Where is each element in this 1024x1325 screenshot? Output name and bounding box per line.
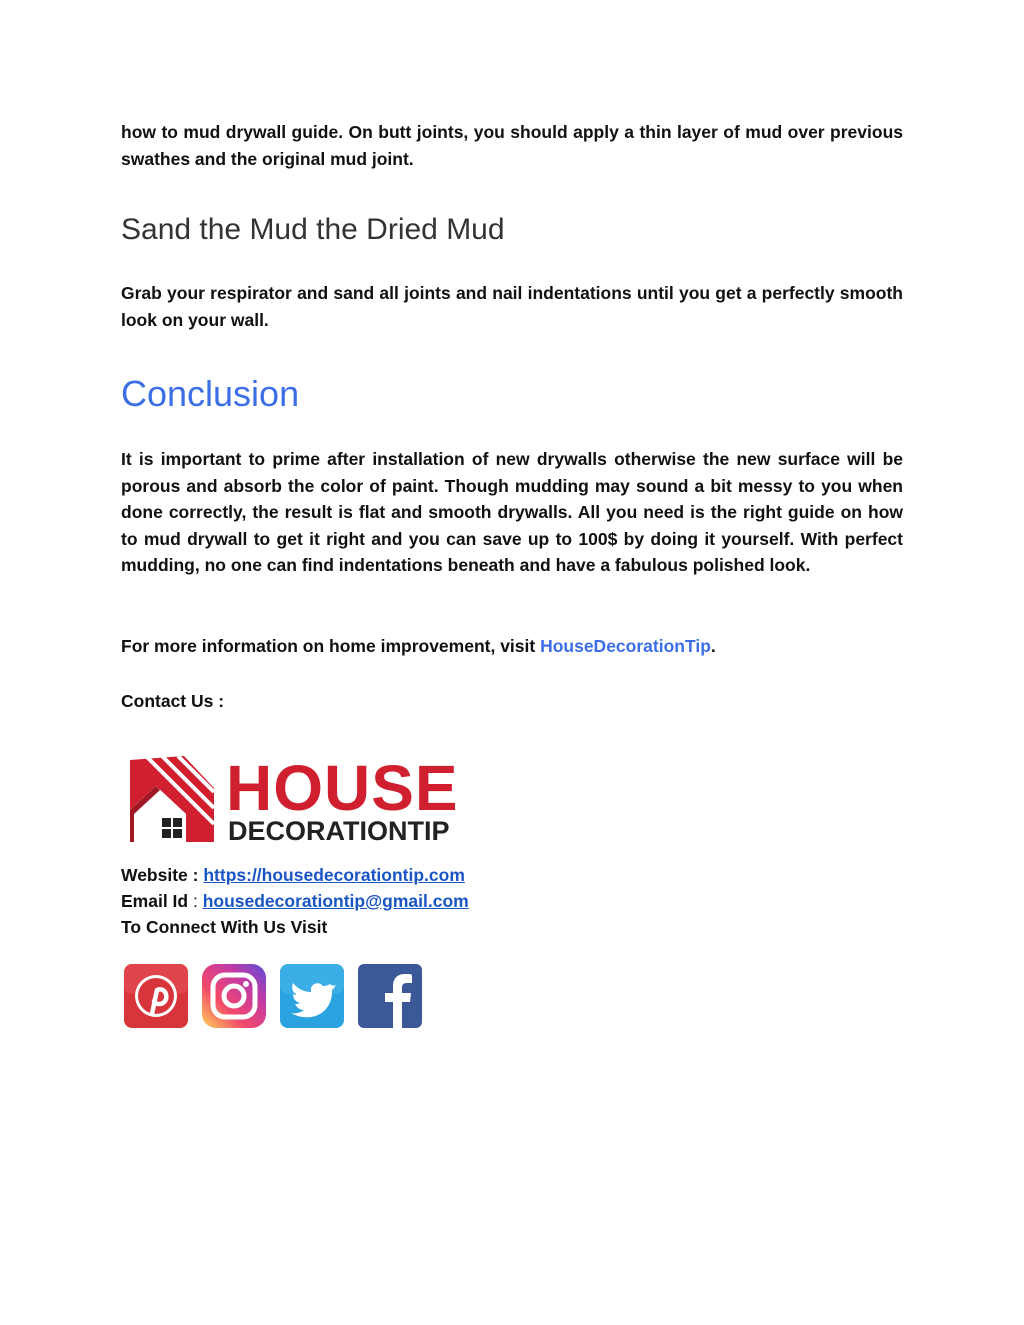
more-info-prefix: For more information on home improvement, visit <box>121 636 541 656</box>
house-decorationtip-logo <box>126 752 496 846</box>
conclusion-paragraph: It is important to prime after installation of new drywalls otherwise the new surface will be porous and absorb the color of paint. Though mudding may sound a bit messy to you when done correctly, the result is flat and smooth drywalls. All you need is the right guide on how to mud drywall to get it right and you can save up to 100$ by doing it yourself. With perfect mudding, no one can find indentations beneath and have a fabulous polished look. <box>121 449 903 575</box>
email-label: Email Id <box>121 891 189 911</box>
more-info-suffix: . <box>710 636 716 656</box>
website-link[interactable]: https://housedecorationtip.com <box>203 865 465 885</box>
logo-decorationtip-text: DECORATIONTIP <box>228 816 450 846</box>
email-line <box>121 891 469 912</box>
intro-paragraph: how to mud drywall guide. On butt joints, you should apply a thin layer of mud over previous swathes and the original mud joint. <box>121 122 903 169</box>
website-line <box>121 865 465 886</box>
instagram-icon[interactable] <box>200 962 268 1030</box>
facebook-icon[interactable] <box>355 962 423 1030</box>
logo-house-text: HOUSE <box>226 752 459 824</box>
sand-paragraph: Grab your respirator and sand all joints and nail indentations until you get a perfectly smooth look on your wall. <box>121 283 903 330</box>
website-label: Website : <box>121 865 204 885</box>
housedecorationtip-link[interactable]: HouseDecorationTip <box>540 636 711 656</box>
contact-label: Contact Us : <box>121 691 225 711</box>
connect-label: To Connect With Us Visit <box>121 917 328 937</box>
more-info-line <box>121 636 716 657</box>
email-link[interactable]: housedecorationtip@gmail.com <box>202 891 469 911</box>
pinterest-icon[interactable] <box>122 962 190 1030</box>
conclusion-heading: Conclusion <box>121 373 300 414</box>
twitter-icon[interactable] <box>278 962 346 1030</box>
email-separator: : <box>188 891 203 911</box>
sand-heading: Sand the Mud the Dried Mud <box>121 213 505 246</box>
logo-roof-icon <box>130 756 214 842</box>
